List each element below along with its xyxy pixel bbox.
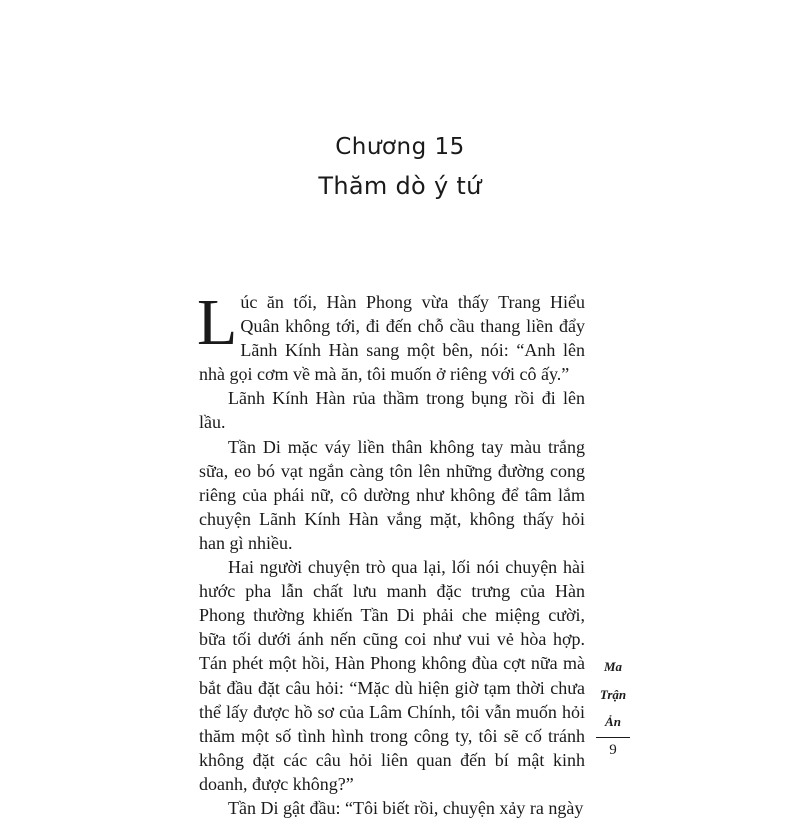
page-number: 9 (609, 742, 617, 758)
paragraph-text: úc ăn tối, Hàn Phong vừa thấy Trang Hiểu Quân không tới, đi đến chỗ cầu thang liền đẩy Lãnh Kính Hàn sang một bên, nói: “Anh lên nhà gọi cơm về mà ăn, tôi muốn ở riêng với cô ấy.” (199, 292, 585, 385)
chapter-title: Thăm dò ý tứ (318, 172, 482, 200)
page-number-divider (596, 737, 630, 738)
paragraph: Tần Di gật đầu: “Tôi biết rồi, chuyện xảy ra ngày (228, 797, 584, 818)
book-title-line: Ma (603, 659, 623, 674)
paragraph: Lãnh Kính Hàn rủa thầm trong bụng rồi đi lên lầu. (199, 388, 585, 433)
book-title-line: Ản (605, 714, 621, 729)
book-title-line: Trận (599, 687, 627, 702)
chapter-number: Chương 15 (335, 134, 465, 160)
drop-cap: L (197, 286, 238, 359)
chapter-body (197, 286, 585, 820)
paragraph: Hai người chuyện trò qua lại, lối nói chuyện hài hước pha lẫn chất lưu manh đặc trưng của Hàn Phong thường khiến Tần Di phải che miệng cười, bữa tối dưới ánh nến cũng coi như vui vẻ hòa hợp. Tán phét một hồi, Hàn Phong không đùa cợt nữa mà bắt đầu đặt câu hỏi: “Mặc dù hiện giờ tạm thời chưa thể lấy được hồ sơ của Lâm Chính, tôi vẫn muốn hỏi thăm một số tình hình trong công ty, tôi sẽ cố tránh không đặt các câu hỏi liên quan đến bí mật kinh doanh, được không?” (199, 557, 585, 794)
paragraph: Tần Di mặc váy liền thân không tay màu trắng sữa, eo bó vạt ngắn càng tôn lên những đường cong riêng của phái nữ, cô dường như không để tâm lắm chuyện Lãnh Kính Hàn vắng mặt, không thấy hỏi han gì nhiều. (199, 436, 585, 553)
paragraph (197, 286, 585, 386)
